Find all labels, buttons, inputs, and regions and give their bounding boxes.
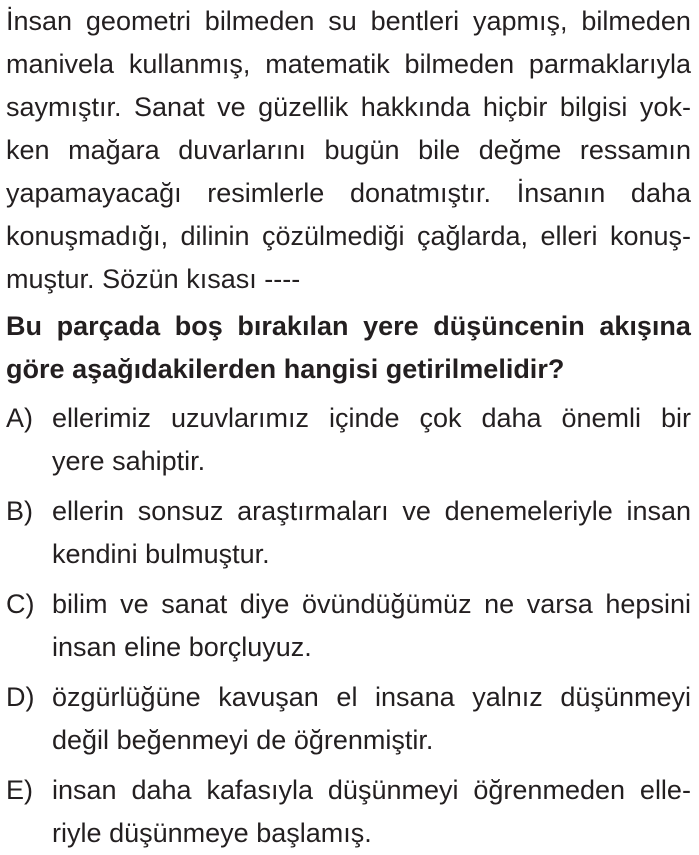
word: yapamayacağı: [6, 178, 182, 208]
word: dilinin: [180, 221, 250, 251]
word: manivela: [6, 49, 115, 79]
word: kafasıyla: [206, 775, 313, 805]
word: sonsuz: [137, 496, 224, 526]
word: çözülmediği: [261, 221, 405, 251]
word: hiçbir: [482, 92, 548, 122]
passage-line: [6, 43, 691, 86]
word: insan: [52, 775, 117, 805]
word: bilmeden: [404, 49, 515, 79]
word: denemeleriyle: [444, 496, 613, 526]
word: araştırmaları: [237, 496, 389, 526]
option-line: [52, 812, 691, 855]
word: elle-: [639, 775, 691, 805]
passage-line: [6, 0, 691, 43]
word: donatmıştır.: [349, 178, 492, 208]
word: bentleri: [370, 6, 460, 36]
word: çağlarda,: [416, 221, 529, 251]
option-a[interactable]: [6, 397, 691, 483]
word: sanat: [161, 589, 228, 619]
option-letter: E): [6, 775, 33, 805]
word: kullanmış,: [128, 49, 251, 79]
option-line: [52, 719, 691, 762]
option-letter: A): [6, 403, 33, 433]
word: insan: [626, 496, 691, 526]
word: konuş-: [609, 221, 691, 251]
word: bırakılan: [237, 311, 349, 341]
word: uzuvlarımız: [170, 403, 310, 433]
word: bir: [660, 403, 691, 433]
word: bilmeden: [204, 6, 315, 36]
word: boş: [174, 311, 223, 341]
option-c[interactable]: [6, 583, 691, 669]
word: Sanat: [134, 92, 205, 122]
word: yere: [363, 311, 419, 341]
word: bile: [418, 135, 461, 165]
word: İnsanın: [516, 178, 606, 208]
option-line: [52, 440, 691, 483]
word: mağara: [68, 135, 160, 165]
option-line: [52, 397, 691, 440]
word: önemli: [561, 403, 642, 433]
word: riyle: [52, 818, 102, 848]
answer-options: [6, 397, 691, 855]
option-line: [52, 676, 691, 719]
word: parçada: [56, 311, 161, 341]
word: başlamış.: [256, 818, 372, 848]
word: bilim: [52, 589, 108, 619]
word: ken: [6, 135, 50, 165]
option-letter: B): [6, 496, 33, 526]
word: daha: [481, 403, 542, 433]
word: göre: [6, 354, 65, 384]
word: değme: [478, 135, 562, 165]
option-line: [52, 583, 691, 626]
word: borçluyuz.: [188, 632, 312, 662]
word: güzellik: [258, 92, 349, 122]
word: matematik: [265, 49, 390, 79]
word: kavuşan: [218, 682, 319, 712]
word: Sözün: [102, 264, 179, 294]
word: bilgisi: [559, 92, 628, 122]
reading-passage: [6, 0, 691, 301]
passage-line: [6, 172, 691, 215]
word: aşağıdakilerden: [72, 354, 277, 384]
option-line: [52, 626, 691, 669]
word: insana: [375, 682, 455, 712]
option-letter: D): [6, 682, 35, 712]
option-letter: C): [6, 589, 35, 619]
word: beğenmeyi: [116, 725, 249, 755]
word: bugün: [324, 135, 400, 165]
word: düşünmeyi: [327, 775, 459, 805]
word: kısası: [186, 264, 257, 294]
word: eline: [124, 632, 182, 662]
passage-line: [6, 258, 691, 301]
question-stem: [6, 305, 691, 391]
word: ressamın: [579, 135, 691, 165]
word: elleri: [540, 221, 598, 251]
word: insan: [52, 632, 117, 662]
word: muştur.: [6, 264, 95, 294]
word: daha: [630, 178, 691, 208]
word: ----: [264, 264, 301, 294]
word: öğrenmeden: [473, 775, 626, 805]
word: İnsan: [6, 6, 73, 36]
word: değil: [52, 725, 110, 755]
word: el: [336, 682, 358, 712]
option-e[interactable]: [6, 769, 691, 855]
word: özgürlüğüne: [52, 682, 201, 712]
word: saymıştır.: [6, 92, 122, 122]
word: akışına: [599, 311, 691, 341]
question-line: [6, 305, 691, 348]
word: yok-: [639, 92, 691, 122]
word: sahiptir.: [112, 446, 206, 476]
word: ellerimiz: [52, 403, 152, 433]
word: Bu: [6, 311, 42, 341]
word: hepsini: [605, 589, 691, 619]
option-line: [52, 533, 691, 576]
word: içinde: [328, 403, 400, 433]
word: ellerin: [52, 496, 125, 526]
word: ve: [217, 92, 246, 122]
word: duvarlarını: [178, 135, 306, 165]
word: kendini: [52, 539, 138, 569]
word: resimlerle: [207, 178, 325, 208]
passage-line: [6, 129, 691, 172]
word: yere: [52, 446, 105, 476]
word: hakkında: [360, 92, 471, 122]
word: düşünmeyi: [560, 682, 691, 712]
word: ve: [402, 496, 431, 526]
word: su: [328, 6, 357, 36]
option-line: [52, 490, 691, 533]
word: geometri: [85, 6, 191, 36]
word: varsa: [526, 589, 593, 619]
word: çok: [419, 403, 462, 433]
passage-line: [6, 215, 691, 258]
word: ne: [484, 589, 515, 619]
word: daha: [131, 775, 192, 805]
word: bulmuştur.: [145, 539, 270, 569]
word: getirilmelidir?: [385, 354, 565, 384]
word: diye: [239, 589, 290, 619]
word: hangisi: [283, 354, 379, 384]
word: de: [256, 725, 287, 755]
option-d[interactable]: [6, 676, 691, 762]
word: yalnız: [472, 682, 543, 712]
word: parmaklarıyla: [528, 49, 691, 79]
word: düşünmeye: [109, 818, 249, 848]
word: konuşmadığı,: [6, 221, 169, 251]
option-b[interactable]: [6, 490, 691, 576]
word: bilmeden: [581, 6, 691, 36]
word: öğrenmiştir.: [293, 725, 434, 755]
word: ve: [120, 589, 149, 619]
word: övündüğümüz: [301, 589, 472, 619]
question-line: [6, 348, 691, 391]
word: düşüncenin: [433, 311, 585, 341]
passage-line: [6, 86, 691, 129]
option-line: [52, 769, 691, 812]
word: yapmış,: [473, 6, 568, 36]
